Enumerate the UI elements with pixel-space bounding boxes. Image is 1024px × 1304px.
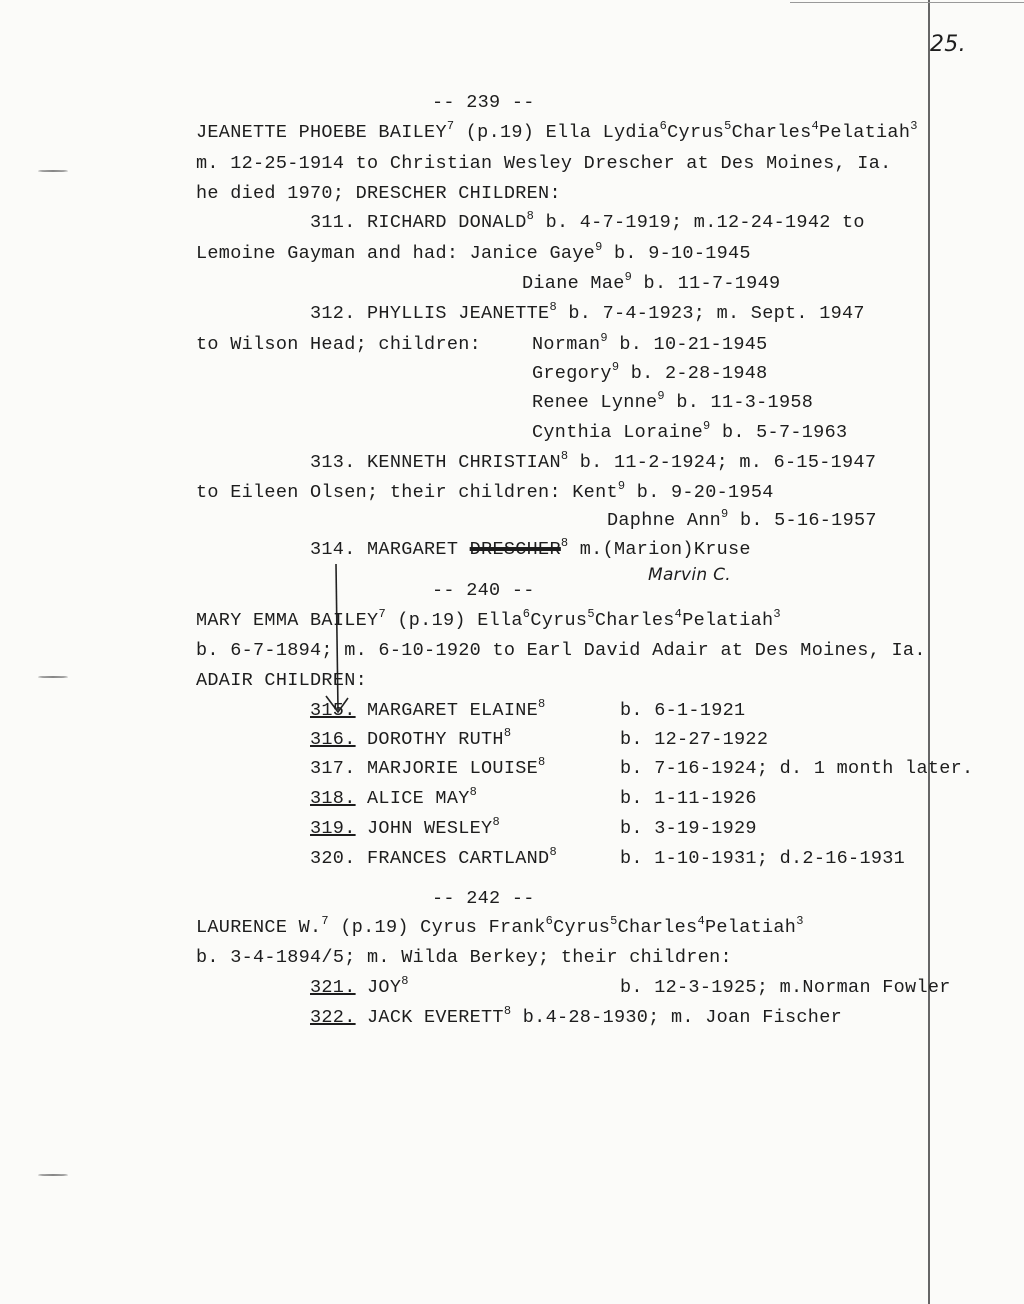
child-dates: b. 1-10-1931; d.2-16-1931 — [620, 848, 906, 869]
child-entry-311: 311. RICHARD DONALD$^8$ b. 4-7-1919; m.12-24-1942 to — [310, 209, 865, 233]
child-entry-315: 315. MARGARET ELAINE$^8$ — [310, 697, 546, 721]
page-ref: (p.19) — [465, 122, 535, 143]
binder-mark — [38, 676, 68, 678]
marriage-line: m. 12-25-1914 to Christian Wesley Drescher at Des Moines, Ia. — [196, 153, 892, 174]
page-number-handwritten: 25. — [930, 32, 966, 57]
ancestor: Cyrus — [667, 122, 725, 143]
child-entry-314: 314. MARGARET DRESCHER$^8$ m.(Marion)Kruse — [310, 536, 751, 560]
ancestor: Ella Lydia — [545, 122, 660, 143]
child-entry-321: 321. JOY$^8$ — [310, 974, 409, 998]
child-entry-322: 322. JACK EVERETT$^8$ b.4-28-1930; m. Joan Fischer — [310, 1004, 843, 1028]
grandchild-entry: Norman$^9$ b. 10-21-1945 — [532, 331, 768, 355]
ancestor: Charles — [731, 122, 812, 143]
section-header-242: -- 242 -- — [432, 888, 535, 909]
grandchild-entry: Gregory$^9$ b. 2-28-1948 — [532, 360, 768, 384]
top-edge-rule — [790, 2, 1024, 3]
handwritten-correction: Marvin C. — [648, 565, 732, 585]
grandchild-entry: Cynthia Loraine$^9$ b. 5-7-1963 — [532, 419, 848, 443]
person-name: MARY EMMA BAILEY — [196, 610, 379, 631]
right-margin-rule — [928, 0, 930, 1304]
child-entry-line: to Eileen Olsen; their children: Kent$^9$ b. 9-20-1954 — [196, 479, 774, 503]
grandchild-entry: Daphne Ann$^9$ b. 5-16-1957 — [607, 507, 877, 531]
binder-mark — [38, 170, 68, 172]
children-heading: ADAIR CHILDREN: — [196, 670, 368, 691]
child-entry-line: Lemoine Gayman and had: Janice Gaye$^9$ b. 9-10-1945 — [196, 240, 751, 264]
person-line-242: LAURENCE W.$^7$ (p.19) Cyrus Frank$^6$Cyrus$^5$Charles$^4$Pelatiah$^3$ — [196, 914, 804, 938]
child-dates: b. 3-19-1929 — [620, 818, 757, 839]
person-line-239: JEANETTE PHOEBE BAILEY$^7$ (p.19) Ella Lydia$^6$Cyrus$^5$Charles$^4$Pelatiah$^3$ — [196, 119, 918, 143]
person-line-240: MARY EMMA BAILEY$^7$ (p.19) Ella$^6$Cyrus$^5$Charles$^4$Pelatiah$^3$ — [196, 607, 781, 631]
child-entry-320: 320. FRANCES CARTLAND$^8$ — [310, 845, 557, 869]
generation-number: 7 — [446, 119, 455, 133]
child-dates: b. 7-16-1924; d. 1 month later. — [620, 758, 974, 779]
child-entry-312: 312. PHYLLIS JEANETTE$^8$ b. 7-4-1923; m. Sept. 1947 — [310, 300, 865, 324]
ancestor: Pelatiah — [819, 122, 911, 143]
section-header-239: -- 239 -- — [432, 92, 535, 113]
child-dates: b. 6-1-1921 — [620, 700, 746, 721]
child-entry-line: to Wilson Head; children: — [196, 334, 482, 355]
grandchild-entry: Renee Lynne$^9$ b. 11-3-1958 — [532, 389, 814, 413]
section-header-240: -- 240 -- — [432, 580, 535, 601]
binder-mark — [38, 1174, 68, 1176]
child-entry-317: 317. MARJORIE LOUISE$^8$ — [310, 755, 546, 779]
marriage-line: b. 6-7-1894; m. 6-10-1920 to Earl David Adair at Des Moines, Ia. — [196, 640, 926, 661]
child-entry-318: 318. ALICE MAY$^8$ — [310, 785, 478, 809]
child-dates: b. 1-11-1926 — [620, 788, 757, 809]
child-entry-313: 313. KENNETH CHRISTIAN$^8$ b. 11-2-1924; m. 6-15-1947 — [310, 449, 877, 473]
child-dates: b. 12-27-1922 — [620, 729, 769, 750]
person-name: JEANETTE PHOEBE BAILEY — [196, 122, 447, 143]
child-entry-319: 319. JOHN WESLEY$^8$ — [310, 815, 500, 839]
child-dates: b. 12-3-1925; m.Norman Fowler — [620, 977, 951, 998]
person-name: LAURENCE W. — [196, 917, 322, 938]
grandchild-entry: Diane Mae$^9$ b. 11-7-1949 — [522, 270, 781, 294]
struck-text: DRESCHER — [469, 539, 561, 560]
child-entry-316: 316. DOROTHY RUTH$^8$ — [310, 726, 512, 750]
children-heading: he died 1970; DRESCHER CHILDREN: — [196, 183, 561, 204]
marriage-line: b. 3-4-1894/5; m. Wilda Berkey; their children: — [196, 947, 732, 968]
